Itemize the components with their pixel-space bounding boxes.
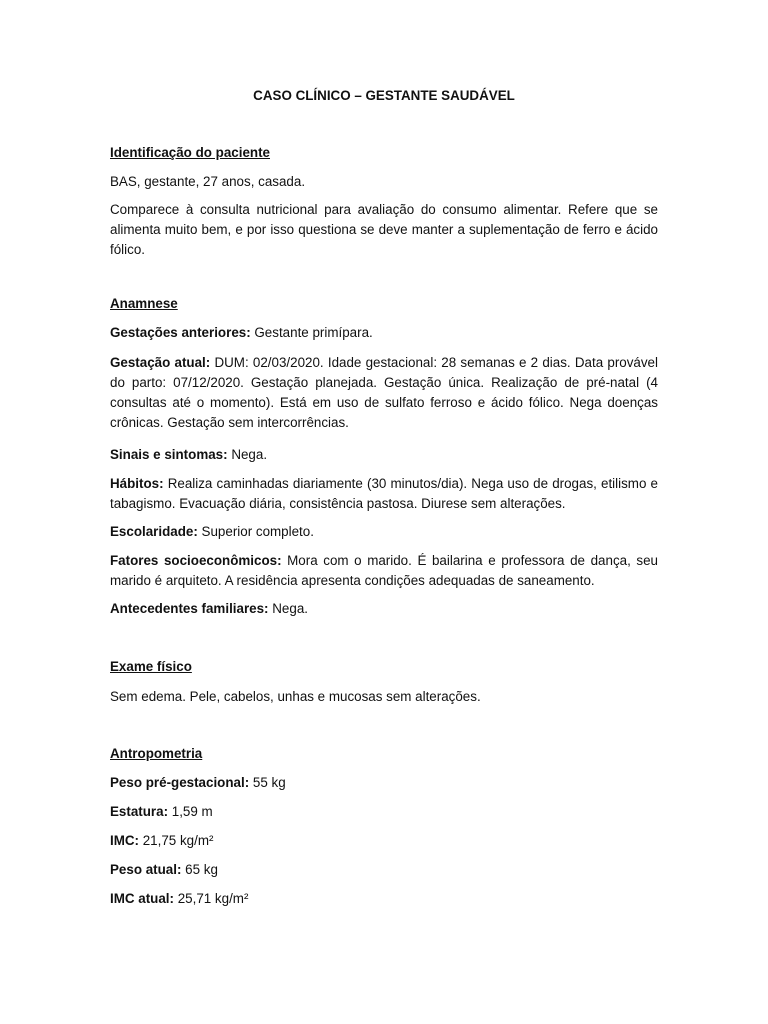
field-label: Gestação atual: [110,355,211,370]
field-value: 65 kg [181,862,218,877]
field-value: DUM: 02/03/2020. Idade gestacional: 28 semanas e 2 dias. Data provável do parto: 07/12/2020. Gestação planejada. Gestação única. Realização de pré-natal (4 consultas até o momento). Está em uso de sulfato ferroso e ácido fólico. Nega doenças crônicas. Gestação sem intercorrências. [110,355,658,430]
field-value: Mora com o marido. É bailarina e professora de dança, seu marido é arquiteto. A residência apresenta condições adequadas de saneamento. [110,553,658,588]
field-value: Nega. [227,447,268,462]
field-value: Nega. [268,601,308,616]
field-label: Sinais e sintomas: [110,447,228,462]
field-label: Escolaridade: [110,524,198,539]
current-bmi [110,889,658,909]
section-heading-anamnese: Anamnese [110,296,178,311]
family-history [110,599,658,619]
section-heading-exame: Exame físico [110,659,192,674]
field-label: Gestações anteriores: [110,325,251,340]
field-value: Realiza caminhadas diariamente (30 minutos/dia). Nega uso de drogas, etilismo e tabagismo. Evacuação diária, consistência pastosa. Diurese sem alterações. [110,476,658,511]
pre-pregnancy-weight [110,773,658,793]
section-heading-antropometria: Antropometria [110,746,203,761]
field-value: 21,75 kg/m² [139,833,214,848]
habits [110,474,658,514]
field-label: Peso pré-gestacional: [110,775,250,790]
field-label: Peso atual: [110,862,182,877]
physical-exam-text: Sem edema. Pele, cabelos, unhas e mucosas sem alterações. [110,689,481,704]
field-label: Fatores socioeconômicos: [110,553,282,568]
current-pregnancy [110,353,658,433]
field-value: Superior completo. [197,524,314,539]
previous-pregnancies [110,323,658,343]
patient-summary: BAS, gestante, 27 anos, casada. [110,174,306,189]
consultation-reason: Comparece à consulta nutricional para avaliação do consumo alimentar. Refere que se alimenta muito bem, e por isso questiona se deve manter a suplementação de ferro e ácido fólico. [110,202,658,257]
signs-symptoms [110,445,658,465]
current-weight [110,860,658,880]
field-value: 55 kg [249,775,286,790]
education [110,522,658,542]
bmi [110,831,658,851]
section-heading-identificacao: Identificação do paciente [110,145,270,160]
field-value: 25,71 kg/m² [173,891,249,906]
field-label: Estatura: [110,804,169,819]
field-label: Hábitos: [110,476,164,491]
field-label: IMC atual: [110,891,174,906]
field-label: IMC: [110,833,140,848]
height [110,802,658,822]
field-value: 1,59 m [168,804,213,819]
field-label: Antecedentes familiares: [110,601,269,616]
document-title: CASO CLÍNICO – GESTANTE SAUDÁVEL [253,88,515,103]
socioeconomic-factors [110,551,658,591]
field-value: Gestante primípara. [250,325,373,340]
